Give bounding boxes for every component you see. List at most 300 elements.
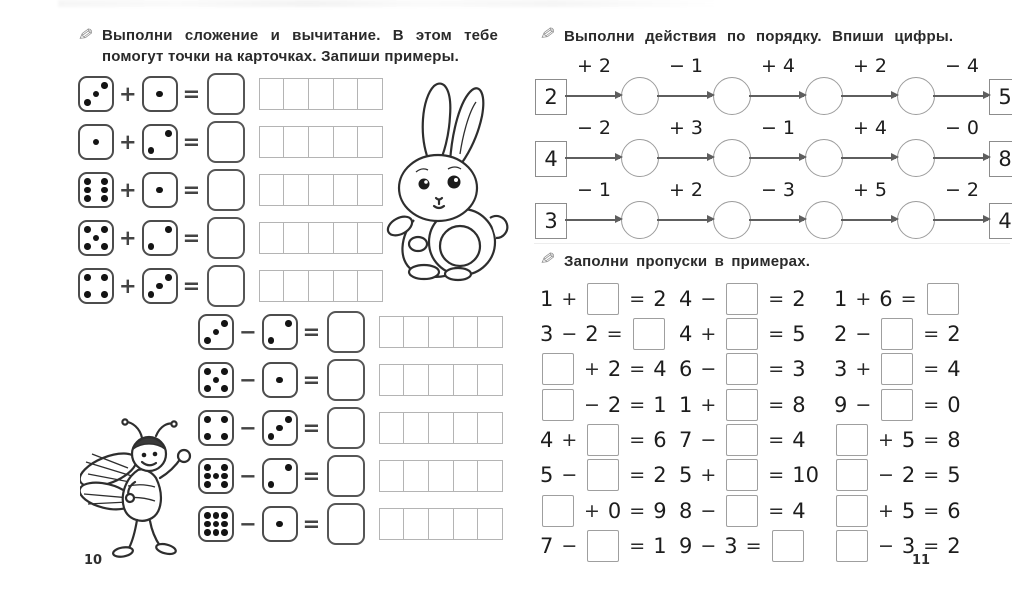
operator-sign: − bbox=[239, 512, 257, 536]
operator-sign: + bbox=[119, 226, 137, 250]
number: 2 bbox=[585, 321, 599, 346]
page-number-left: 10 bbox=[84, 553, 103, 568]
writing-cell[interactable] bbox=[453, 508, 479, 540]
die-pip bbox=[84, 226, 91, 233]
number: 4 bbox=[947, 357, 961, 382]
die-pip bbox=[213, 377, 220, 384]
die-pip bbox=[213, 473, 220, 480]
number: 5 bbox=[792, 321, 806, 346]
number: 2 bbox=[792, 286, 806, 311]
pencil-icon: ✎ bbox=[76, 24, 95, 46]
number: 4 bbox=[540, 428, 554, 453]
operator-sign: + bbox=[700, 322, 717, 345]
die-pip bbox=[221, 529, 228, 536]
writing-cell[interactable] bbox=[308, 78, 334, 110]
operator-sign: − bbox=[700, 429, 717, 452]
equation-blank[interactable] bbox=[633, 318, 665, 350]
equation-blank[interactable] bbox=[542, 495, 574, 527]
fill-gap-equation bbox=[537, 354, 670, 385]
die-pip bbox=[213, 529, 220, 536]
arrow-icon bbox=[657, 219, 712, 221]
writing-cells-strip bbox=[380, 508, 503, 540]
arrow-icon bbox=[657, 157, 712, 159]
die-pip bbox=[213, 521, 220, 528]
equation-blank[interactable] bbox=[881, 389, 913, 421]
number: 1 bbox=[834, 286, 848, 311]
operation-label: + 5 bbox=[852, 179, 888, 201]
die-1 bbox=[78, 124, 114, 160]
left-instruction: Выполни сложение и вычитание. В этом тебе помогут точки на карточках. Запиши примеры. bbox=[102, 27, 498, 65]
equation-blank[interactable] bbox=[836, 424, 868, 456]
answer-box[interactable] bbox=[327, 503, 365, 545]
answer-box[interactable] bbox=[207, 217, 245, 259]
writing-cell[interactable] bbox=[259, 270, 285, 302]
chain-segment bbox=[751, 179, 805, 239]
equals-sign: = bbox=[182, 178, 201, 202]
writing-cells-strip bbox=[260, 78, 383, 110]
die-2 bbox=[262, 458, 298, 494]
equals-sign: = bbox=[302, 416, 321, 440]
equation-blank[interactable] bbox=[587, 283, 619, 315]
equation-blank[interactable] bbox=[726, 459, 758, 491]
die-pip bbox=[84, 291, 91, 298]
section-divider bbox=[534, 243, 1010, 244]
equation-blank[interactable] bbox=[726, 495, 758, 527]
writing-cell[interactable] bbox=[403, 460, 429, 492]
equation-blank[interactable] bbox=[726, 318, 758, 350]
chain-end-box: 4 bbox=[989, 203, 1012, 239]
operator-sign: − bbox=[239, 320, 257, 344]
number: 3 bbox=[901, 534, 916, 559]
writing-cell[interactable] bbox=[333, 222, 359, 254]
die-pip bbox=[221, 464, 228, 471]
fill-gap-equation bbox=[676, 460, 822, 491]
writing-cell[interactable] bbox=[283, 126, 309, 158]
chain-circle[interactable] bbox=[621, 77, 659, 115]
operator-sign: + bbox=[855, 358, 872, 381]
die-pip bbox=[148, 147, 155, 154]
writing-cell[interactable] bbox=[259, 126, 285, 158]
die-pip bbox=[204, 337, 211, 344]
fill-gap-equation bbox=[831, 460, 964, 491]
fill-gap-equation bbox=[676, 495, 822, 526]
writing-cell[interactable] bbox=[477, 508, 503, 540]
number: 0 bbox=[607, 498, 622, 523]
die-pip bbox=[156, 283, 163, 290]
operation-label: + 2 bbox=[576, 55, 612, 77]
answer-box[interactable] bbox=[207, 73, 245, 115]
operator-sign: = bbox=[923, 322, 940, 345]
number: 7 bbox=[540, 534, 554, 559]
writing-cells-strip bbox=[260, 126, 383, 158]
operator-sign: − bbox=[239, 464, 257, 488]
die-pip bbox=[148, 291, 155, 298]
bee-illustration bbox=[80, 414, 212, 562]
equation-blank[interactable] bbox=[836, 495, 868, 527]
arrow-icon bbox=[565, 157, 620, 159]
chain-segment bbox=[659, 117, 713, 177]
die-pip bbox=[84, 274, 91, 281]
chain-segment bbox=[751, 117, 805, 177]
number: 9 bbox=[653, 498, 667, 523]
writing-cells-strip bbox=[260, 174, 383, 206]
equation-blank[interactable] bbox=[726, 424, 758, 456]
fill-gap-equation bbox=[831, 354, 964, 385]
writing-cell[interactable] bbox=[379, 364, 405, 396]
number: 2 bbox=[653, 286, 667, 311]
writing-cell[interactable] bbox=[333, 174, 359, 206]
writing-cell[interactable] bbox=[379, 316, 405, 348]
writing-cells-strip bbox=[380, 412, 503, 444]
operation-label: − 4 bbox=[944, 55, 980, 77]
writing-cell[interactable] bbox=[428, 412, 454, 444]
operator-sign: = bbox=[900, 287, 917, 310]
answer-box[interactable] bbox=[327, 359, 365, 401]
fill-gap-equation bbox=[676, 425, 822, 456]
die-pip bbox=[204, 385, 211, 392]
number: 4 bbox=[679, 321, 693, 346]
chain-start-box: 2 bbox=[535, 79, 567, 115]
chain-circle[interactable] bbox=[713, 139, 751, 177]
equation-blank[interactable] bbox=[587, 424, 619, 456]
die-3 bbox=[142, 268, 178, 304]
example-row bbox=[78, 124, 383, 160]
operation-label: − 3 bbox=[760, 179, 796, 201]
chain-circle[interactable] bbox=[897, 77, 935, 115]
operator-sign: + bbox=[561, 429, 578, 452]
chain-segment bbox=[843, 55, 897, 115]
equals-sign: = bbox=[182, 130, 201, 154]
writing-cell[interactable] bbox=[259, 222, 285, 254]
die-pip bbox=[165, 274, 172, 281]
equation-blank[interactable] bbox=[587, 459, 619, 491]
number-chain bbox=[535, 177, 1012, 239]
example-row bbox=[78, 268, 383, 304]
operator-sign: = bbox=[923, 358, 940, 381]
die-pip bbox=[101, 195, 108, 202]
chain-segment bbox=[935, 117, 989, 177]
die-pip bbox=[101, 187, 108, 194]
operation-label: + 4 bbox=[852, 117, 888, 139]
equation-blank[interactable] bbox=[881, 318, 913, 350]
arrow-icon bbox=[749, 157, 804, 159]
operator-sign: − bbox=[561, 535, 578, 558]
number: 5 bbox=[679, 463, 693, 488]
operation-label: − 1 bbox=[760, 117, 796, 139]
number: 8 bbox=[679, 498, 693, 523]
writing-cell[interactable] bbox=[477, 364, 503, 396]
operator-sign: = bbox=[923, 499, 940, 522]
chain-circle[interactable] bbox=[713, 201, 751, 239]
die-pip bbox=[221, 320, 228, 327]
example-row bbox=[198, 458, 503, 494]
number: 4 bbox=[653, 357, 667, 382]
writing-cells-strip bbox=[260, 222, 383, 254]
die-3 bbox=[78, 76, 114, 112]
addition-examples-block bbox=[78, 76, 383, 316]
number: 4 bbox=[792, 498, 806, 523]
operator-sign: = bbox=[923, 429, 940, 452]
die-pip bbox=[101, 291, 108, 298]
operator-sign: − bbox=[878, 535, 894, 558]
writing-cells-strip bbox=[380, 460, 503, 492]
writing-cell[interactable] bbox=[428, 508, 454, 540]
writing-cell[interactable] bbox=[453, 412, 479, 444]
operator-sign: − bbox=[700, 287, 717, 310]
chain-segment bbox=[567, 117, 621, 177]
operator-sign: + bbox=[584, 499, 600, 522]
arrow-icon bbox=[749, 219, 804, 221]
chain-circle[interactable] bbox=[805, 77, 843, 115]
equation-blank[interactable] bbox=[881, 353, 913, 385]
writing-cell[interactable] bbox=[428, 460, 454, 492]
chain-segment bbox=[659, 55, 713, 115]
writing-cell[interactable] bbox=[379, 460, 405, 492]
arrow-icon bbox=[565, 95, 620, 97]
number: 1 bbox=[653, 534, 667, 559]
chain-start-box: 4 bbox=[535, 141, 567, 177]
chain-start-box: 3 bbox=[535, 203, 567, 239]
right-instruction: Выполни действия по порядку. Впиши цифры. bbox=[564, 28, 954, 45]
operator-sign: − bbox=[561, 322, 578, 345]
die-3 bbox=[262, 410, 298, 446]
writing-cell[interactable] bbox=[379, 508, 405, 540]
fill-gap-equation bbox=[831, 495, 964, 526]
die-pip bbox=[213, 512, 220, 519]
writing-cell[interactable] bbox=[379, 412, 405, 444]
writing-cell[interactable] bbox=[403, 316, 429, 348]
number: 5 bbox=[540, 463, 554, 488]
die-pip bbox=[101, 274, 108, 281]
operator-sign: = bbox=[629, 393, 646, 416]
die-6 bbox=[78, 172, 114, 208]
writing-cell[interactable] bbox=[308, 222, 334, 254]
operator-sign: = bbox=[629, 287, 646, 310]
chain-circle[interactable] bbox=[621, 139, 659, 177]
chain-circle[interactable] bbox=[713, 77, 751, 115]
die-pip bbox=[148, 243, 155, 250]
arrow-icon bbox=[749, 95, 804, 97]
operator-sign: + bbox=[878, 499, 894, 522]
writing-cell[interactable] bbox=[428, 316, 454, 348]
writing-cell[interactable] bbox=[477, 412, 503, 444]
answer-box[interactable] bbox=[327, 311, 365, 353]
operator-sign: = bbox=[629, 429, 646, 452]
equals-sign: = bbox=[302, 512, 321, 536]
die-2 bbox=[262, 314, 298, 350]
operator-sign: = bbox=[768, 499, 785, 522]
writing-cell[interactable] bbox=[403, 364, 429, 396]
writing-cell[interactable] bbox=[333, 78, 359, 110]
operator-sign: = bbox=[629, 464, 646, 487]
die-pip bbox=[84, 99, 91, 106]
die-pip bbox=[213, 329, 220, 336]
writing-cell[interactable] bbox=[308, 174, 334, 206]
operator-sign: + bbox=[878, 429, 894, 452]
arrow-icon bbox=[657, 95, 712, 97]
chain-circle[interactable] bbox=[805, 139, 843, 177]
pencil-icon: ✎ bbox=[538, 23, 557, 45]
answer-box[interactable] bbox=[327, 407, 365, 449]
operator-sign: + bbox=[561, 287, 578, 310]
fill-gap-equation bbox=[537, 425, 670, 456]
die-pip bbox=[84, 187, 91, 194]
writing-cell[interactable] bbox=[403, 508, 429, 540]
writing-cell[interactable] bbox=[259, 78, 285, 110]
number: 9 bbox=[834, 392, 848, 417]
fill-gap-equation bbox=[537, 389, 670, 420]
number: 2 bbox=[834, 321, 848, 346]
number-chains-block bbox=[535, 53, 1012, 239]
writing-cell[interactable] bbox=[283, 174, 309, 206]
operation-label: − 2 bbox=[576, 117, 612, 139]
operation-label: − 0 bbox=[944, 117, 980, 139]
equation-blank[interactable] bbox=[587, 530, 619, 562]
operator-sign: + bbox=[119, 178, 137, 202]
writing-cells-strip bbox=[380, 364, 503, 396]
writing-cell[interactable] bbox=[283, 78, 309, 110]
operation-label: − 2 bbox=[944, 179, 980, 201]
number: 6 bbox=[879, 286, 893, 311]
equals-sign: = bbox=[182, 274, 201, 298]
number: 3 bbox=[792, 357, 806, 382]
die-1 bbox=[262, 506, 298, 542]
die-pip bbox=[156, 91, 163, 98]
die-pip bbox=[93, 235, 100, 242]
answer-box[interactable] bbox=[207, 169, 245, 211]
operator-sign: − bbox=[855, 393, 872, 416]
die-pip bbox=[221, 368, 228, 375]
die-pip bbox=[84, 195, 91, 202]
equation-blank[interactable] bbox=[836, 459, 868, 491]
die-pip bbox=[285, 464, 292, 471]
writing-cell[interactable] bbox=[453, 460, 479, 492]
equation-blank[interactable] bbox=[542, 353, 574, 385]
chain-circle[interactable] bbox=[897, 201, 935, 239]
writing-cell[interactable] bbox=[283, 270, 309, 302]
operator-sign: = bbox=[923, 464, 940, 487]
writing-cell[interactable] bbox=[428, 364, 454, 396]
equation-blank[interactable] bbox=[726, 283, 758, 315]
number: 8 bbox=[792, 392, 806, 417]
writing-cells-strip bbox=[380, 316, 503, 348]
die-pip bbox=[221, 481, 228, 488]
subtraction-examples-block bbox=[198, 314, 503, 554]
example-row bbox=[78, 172, 383, 208]
number-chain bbox=[535, 115, 1012, 177]
number: 1 bbox=[653, 392, 667, 417]
number: 8 bbox=[947, 428, 961, 453]
chain-circle[interactable] bbox=[621, 201, 659, 239]
writing-cell[interactable] bbox=[308, 270, 334, 302]
die-5 bbox=[198, 362, 234, 398]
die-pip bbox=[84, 178, 91, 185]
die-pip bbox=[221, 512, 228, 519]
operator-sign: + bbox=[584, 358, 600, 381]
die-pip bbox=[165, 130, 172, 137]
writing-cell[interactable] bbox=[453, 316, 479, 348]
answer-box[interactable] bbox=[327, 455, 365, 497]
die-pip bbox=[221, 521, 228, 528]
chain-circle[interactable] bbox=[897, 139, 935, 177]
answer-box[interactable] bbox=[207, 265, 245, 307]
equations-column-2 bbox=[676, 283, 822, 566]
equals-sign: = bbox=[302, 464, 321, 488]
writing-cell[interactable] bbox=[453, 364, 479, 396]
number: 3 bbox=[540, 321, 554, 346]
equation-blank[interactable] bbox=[927, 283, 959, 315]
die-3 bbox=[198, 314, 234, 350]
fill-gap-equation bbox=[537, 495, 670, 526]
die-pip bbox=[285, 320, 292, 327]
operation-label: + 4 bbox=[760, 55, 796, 77]
equation-blank[interactable] bbox=[726, 353, 758, 385]
writing-cell[interactable] bbox=[283, 222, 309, 254]
operation-label: + 3 bbox=[668, 117, 704, 139]
number: 2 bbox=[607, 392, 622, 417]
writing-cell[interactable] bbox=[259, 174, 285, 206]
die-pip bbox=[221, 473, 228, 480]
fill-gap-equation bbox=[676, 318, 822, 349]
arrow-icon bbox=[933, 95, 988, 97]
writing-cell[interactable] bbox=[403, 412, 429, 444]
fill-gap-equation bbox=[537, 318, 670, 349]
equation-blank[interactable] bbox=[542, 389, 574, 421]
operator-sign: − bbox=[239, 368, 257, 392]
writing-cell[interactable] bbox=[308, 126, 334, 158]
die-4 bbox=[78, 268, 114, 304]
writing-cell[interactable] bbox=[333, 126, 359, 158]
die-pip bbox=[101, 243, 108, 250]
die-pip bbox=[221, 385, 228, 392]
number: 10 bbox=[792, 463, 819, 488]
writing-cell[interactable] bbox=[333, 270, 359, 302]
die-pip bbox=[101, 226, 108, 233]
chain-circle[interactable] bbox=[805, 201, 843, 239]
die-pip bbox=[276, 377, 283, 384]
number: 1 bbox=[679, 392, 693, 417]
operator-sign: = bbox=[768, 322, 785, 345]
operator-sign: = bbox=[629, 535, 646, 558]
die-pip bbox=[204, 368, 211, 375]
writing-cell[interactable] bbox=[477, 460, 503, 492]
number: 2 bbox=[607, 357, 622, 382]
operator-sign: = bbox=[629, 499, 646, 522]
fill-gap-equation bbox=[831, 531, 964, 562]
operation-label: + 2 bbox=[852, 55, 888, 77]
die-pip bbox=[268, 337, 275, 344]
number: 6 bbox=[653, 428, 667, 453]
operator-sign: + bbox=[119, 130, 137, 154]
chain-segment bbox=[567, 179, 621, 239]
pencil-icon: ✎ bbox=[538, 248, 557, 270]
equation-blank[interactable] bbox=[726, 389, 758, 421]
writing-cells-strip bbox=[260, 270, 383, 302]
equation-blank[interactable] bbox=[772, 530, 804, 562]
number-chain bbox=[535, 53, 1012, 115]
die-pip bbox=[268, 433, 275, 440]
die-pip bbox=[221, 416, 228, 423]
fill-gap-equation bbox=[676, 354, 822, 385]
die-pip bbox=[276, 425, 283, 432]
answer-box[interactable] bbox=[207, 121, 245, 163]
equation-blank[interactable] bbox=[836, 530, 868, 562]
arrow-icon bbox=[933, 219, 988, 221]
operator-sign: − bbox=[878, 464, 894, 487]
die-1 bbox=[262, 362, 298, 398]
die-1 bbox=[142, 76, 178, 112]
writing-cell[interactable] bbox=[477, 316, 503, 348]
